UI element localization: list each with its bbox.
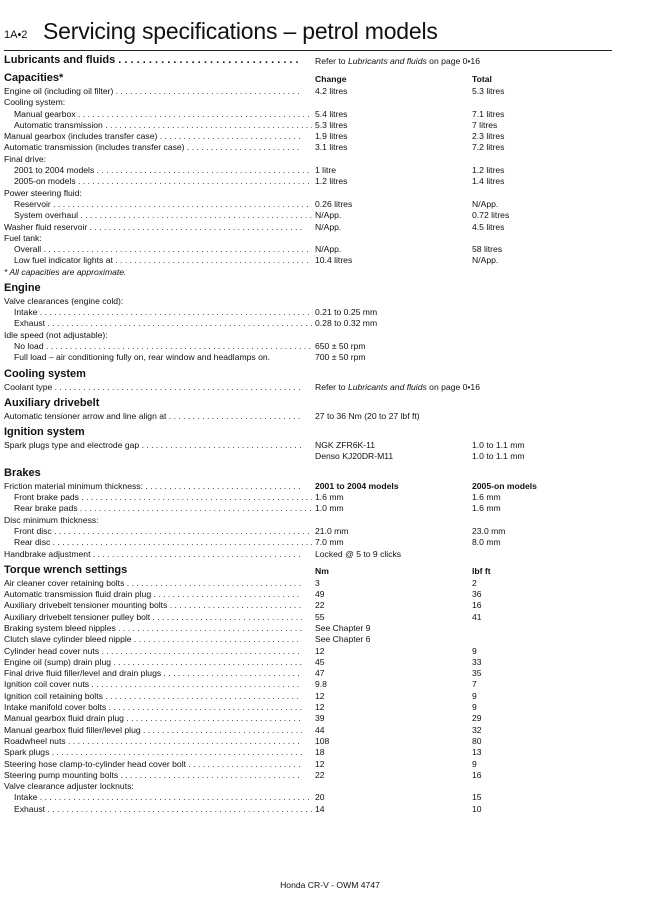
spec-label: Front disc . . . [4,526,312,537]
spec-label: Auxiliary drivebelt tensioner mounting bolts . . . [4,600,302,611]
section-heading-brakes [4,466,612,481]
spec-value-1: 39 [315,713,325,724]
spec-value-2: 2 [472,577,477,588]
section-title: Engine [4,281,41,294]
spec-label: 2001 to 2004 models . . . [4,165,312,176]
spec-value-1: 55 [315,611,325,622]
spec-label: Intake . . . [4,792,312,803]
spec-value-1: 5.3 litres [315,119,348,130]
page-title: Servicing specifications – petrol models [43,18,438,44]
spec-value-2: 1.0 to 1.1 mm [472,440,525,451]
spec-value-2: 33 [472,656,482,667]
spec-row [4,154,612,165]
spec-row [4,176,612,187]
spec-row [4,623,612,634]
spec-row [4,679,612,690]
spec-row [4,578,612,589]
spec-value-1: N/App. [315,244,342,255]
spec-value-1: 1.2 litres [315,176,348,187]
page-number: 1A•2 [4,29,28,41]
spec-value-1: 14 [315,803,325,814]
spec-value-2: 7.2 litres [472,142,505,153]
spec-label: Full load – air conditioning fully on, rear window and headlamps on. [14,352,271,363]
spec-label: Final drive: [4,153,47,164]
spec-label: Manual gearbox fluid drain plug . . . [4,713,302,724]
column-header-2: Total [472,74,492,84]
spec-value-1: 27 to 36 Nm (20 to 27 lbf ft) [315,410,420,421]
spec-label: Valve clearance adjuster locknuts: [4,781,134,792]
spec-label: Handbrake adjustment . . . [4,549,302,560]
spec-label: Ignition coil retaining bolts . . . [4,691,302,702]
spec-value-2: 41 [472,611,482,622]
spec-label: Valve clearances (engine cold): [4,295,124,306]
spec-value-1: 0.26 litres [315,198,353,209]
spec-row [4,341,612,352]
spec-value-1: 1.6 mm [315,492,344,503]
spec-row [4,296,612,307]
spec-row [4,646,612,657]
section-heading-auxiliary-drivebelt [4,396,612,411]
spec-label: Automatic tensioner arrow and line align at . . . [4,411,302,422]
spec-value-2: 4.5 litres [472,221,505,232]
spec-value-1: 22 [315,769,325,780]
spec-row [4,537,612,548]
spec-label: Air cleaner cover retaining bolts . . . [4,578,302,589]
spec-value-2: 2.3 litres [472,131,505,142]
spec-value-2: 1.0 to 1.1 mm [472,451,525,462]
spec-value-1: 108 [315,735,330,746]
spec-label: Manual gearbox fluid filler/level plug . . . [4,725,302,736]
spec-row [4,770,612,781]
section-title: Capacities* [4,72,64,84]
spec-row [4,668,612,679]
spec-row [4,142,612,153]
spec-value-1: N/App. [315,221,342,232]
spec-label: Overall . . . [4,244,312,255]
spec-label: Friction material minimum thickness: . . . [4,481,302,492]
spec-label: Reservoir . . . [4,199,312,210]
spec-value-1: 20 [315,792,325,803]
footnote: * All capacities are approximate. [4,266,127,277]
spec-row [4,589,612,600]
section-heading-torque-wrench-settings [4,563,612,578]
spec-label: Washer fluid reservoir . . . [4,222,302,233]
spec-row [4,330,612,341]
spec-value-1: 4.2 litres [315,86,348,96]
spec-value-1: 22 [315,600,325,611]
spec-row [4,411,612,422]
spec-value-1: 650 ± 50 rpm [315,340,366,351]
spec-value-1: Refer to Lubricants and fluids on page 0•16 [315,381,480,392]
spec-value-1: 49 [315,589,325,600]
spec-value-2: 8.0 mm [472,537,501,548]
spec-content [4,53,612,815]
spec-label: Roadwheel nuts . . . [4,736,302,747]
spec-row [4,255,612,266]
spec-label: Manual gearbox . . . [4,109,312,120]
spec-value-2: 1.4 litres [472,176,505,187]
spec-label: Clutch slave cylinder bleed nipple . . . [4,634,302,645]
spec-label: Steering hose clamp-to-cylinder head cover bolt . . . [4,759,302,770]
spec-row [4,634,612,645]
section-title: Brakes [4,466,41,479]
spec-label: Braking system bleed nipples . . . [4,623,302,634]
spec-value-1: 1 litre [315,165,337,176]
spec-value-1: Locked @ 5 to 9 clicks [315,548,402,559]
spec-value-2: 9 [472,758,477,769]
spec-row [4,515,612,526]
spec-label: 2005-on models . . . [4,176,312,187]
spec-value-1: 1.0 mm [315,503,344,514]
spec-label: Idle speed (not adjustable): [4,329,108,340]
spec-row [4,199,612,210]
spec-value-1: 45 [315,656,325,667]
spec-value-1: 47 [315,668,325,679]
spec-value-1: 12 [315,702,325,713]
spec-value-2: 9 [472,690,477,701]
spec-label: Spark plugs . . . [4,747,302,758]
spec-value-1: 10.4 litres [315,255,353,266]
spec-row [4,222,612,233]
spec-value-1: Denso KJ20DR-M11 [315,451,394,462]
spec-value-1: See Chapter 6 [315,634,371,645]
spec-row [4,382,612,393]
section-heading-lubricants-and-fluids [4,53,612,68]
spec-value-2: 9 [472,702,477,713]
spec-value-1: 0.21 to 0.25 mm [315,307,378,318]
spec-row [4,549,612,560]
spec-value-2: 7.1 litres [472,108,505,119]
spec-row [4,86,612,97]
spec-label: Final drive fluid filler/level and drain plugs . . . [4,668,302,679]
spec-row [4,747,612,758]
spec-value-2: 2005-on models [472,480,537,491]
spec-row [4,481,612,492]
spec-label: Power steering fluid: [4,187,82,198]
section-title: Auxiliary drivebelt [4,396,100,409]
spec-value-2: 36 [472,589,482,600]
section-heading-engine [4,281,612,296]
spec-value-2: 23.0 mm [472,525,506,536]
spec-row [4,244,612,255]
spec-value-2: 16 [472,769,482,780]
spec-label: Engine oil (sump) drain plug . . . [4,657,302,668]
spec-value-1: 12 [315,690,325,701]
spec-row [4,725,612,736]
spec-row [4,781,612,792]
spec-value-2: 13 [472,747,482,758]
spec-label: Automatic transmission . . . [4,120,312,131]
spec-value-2: 10 [472,803,482,814]
spec-label: Intake . . . [4,307,312,318]
spec-value-2: 7 litres [472,119,498,130]
spec-value-2: 29 [472,713,482,724]
spec-row [4,792,612,803]
spec-label: Exhaust . . . [4,804,312,815]
spec-row [4,526,612,537]
spec-label: Exhaust . . . [4,318,312,329]
spec-value-2: 15 [472,792,482,803]
spec-label: Rear disc . . . [4,537,312,548]
spec-value-1: 3 [315,577,320,588]
spec-row [4,210,612,221]
section-title: Cooling system [4,367,86,380]
spec-value-1: 700 ± 50 rpm [315,352,366,363]
spec-label: Low fuel indicator lights at . . . [4,255,312,266]
spec-label: Spark plugs type and electrode gap . . . [4,440,302,451]
spec-value-2: N/App. [472,198,499,209]
spec-label: System overhaul . . . [4,210,312,221]
spec-row [4,97,612,108]
spec-row [4,318,612,329]
section-heading-cooling-system [4,367,612,382]
spec-value-2: 1.6 mm [472,492,501,503]
page-footer: Honda CR-V - OWM 4747 [280,880,380,890]
spec-label: Manual gearbox (includes transfer case) . . . [4,131,302,142]
spec-value-2: 35 [472,668,482,679]
spec-value-1: 2001 to 2004 models [315,480,399,491]
spec-value-2: 32 [472,724,482,735]
section-inline-value: Refer to Lubricants and fluids on page 0•16 [315,56,480,66]
spec-label: Auxiliary drivebelt tensioner pulley bolt . . . [4,612,302,623]
spec-value-1: 1.9 litres [315,131,348,142]
spec-label: No load . . . [4,341,312,352]
spec-row [4,492,612,503]
spec-row [4,120,612,131]
column-header-1: Nm [315,565,329,576]
spec-row [4,307,612,318]
spec-row [4,804,612,815]
spec-row [4,451,612,462]
spec-row [4,600,612,611]
spec-row [4,759,612,770]
section-heading-capacities [4,71,612,86]
spec-value-2: 9 [472,645,477,656]
spec-label: Engine oil (including oil filter) . . . [4,86,302,97]
spec-value-1: See Chapter 9 [315,622,371,633]
spec-value-1: 7.0 mm [315,537,344,548]
spec-value-1: 12 [315,645,325,656]
spec-value-1: 21.0 mm [315,525,349,536]
spec-row [4,612,612,623]
spec-row [4,702,612,713]
spec-value-2: 1.6 mm [472,503,501,514]
spec-label: Steering pump mounting bolts . . . [4,770,302,781]
spec-label: Fuel tank: [4,232,42,243]
page-header [4,16,612,51]
spec-label: Automatic transmission (includes transfer case) . . . [4,142,302,153]
spec-row [4,233,612,244]
spec-row [4,352,612,363]
spec-value-1: 9.8 [315,679,327,690]
spec-label: Front brake pads . . . [4,492,312,503]
spec-label: Coolant type . . . [4,382,302,393]
spec-value-1: 44 [315,724,325,735]
spec-label: Ignition coil cover nuts . . . [4,679,302,690]
spec-value-2: N/App. [472,255,499,266]
spec-row [4,440,612,451]
spec-value-1: 18 [315,747,325,758]
section-title: Ignition system [4,426,85,439]
spec-row [4,691,612,702]
spec-value-1: 12 [315,758,325,769]
spec-row [4,736,612,747]
spec-value-2: 0.72 litres [472,210,510,221]
column-header-1: Change [315,74,347,84]
spec-label: Disc minimum thickness: [4,514,99,525]
spec-value-2: 5.3 litres [472,86,505,96]
spec-value-1: NGK ZFR6K-11 [315,440,376,451]
spec-row [4,165,612,176]
spec-value-2: 80 [472,735,482,746]
spec-label: Intake manifold cover bolts . . . [4,702,302,713]
spec-row [4,713,612,724]
spec-row [4,503,612,514]
spec-label: Cylinder head cover nuts . . . [4,646,302,657]
section-heading-ignition-system [4,425,612,440]
spec-label: Automatic transmission fluid drain plug . . . [4,589,302,600]
section-title: Lubricants and fluids . . . [4,53,302,68]
spec-row [4,131,612,142]
spec-value-2: 1.2 litres [472,165,505,176]
spec-value-1: 3.1 litres [315,142,348,153]
spec-value-2: 16 [472,600,482,611]
spec-value-2: 58 litres [472,244,503,255]
spec-row [4,188,612,199]
spec-value-1: 0.28 to 0.32 mm [315,318,378,329]
spec-value-1: N/App. [315,210,342,221]
spec-value-1: 5.4 litres [315,108,348,119]
spec-label: Cooling system: [4,97,66,108]
section-title: Torque wrench settings [4,563,128,576]
spec-row [4,109,612,120]
column-header-2: lbf ft [472,565,491,576]
spec-row [4,657,612,668]
spec-value-2: 7 [472,679,477,690]
spec-label: Rear brake pads . . . [4,503,312,514]
